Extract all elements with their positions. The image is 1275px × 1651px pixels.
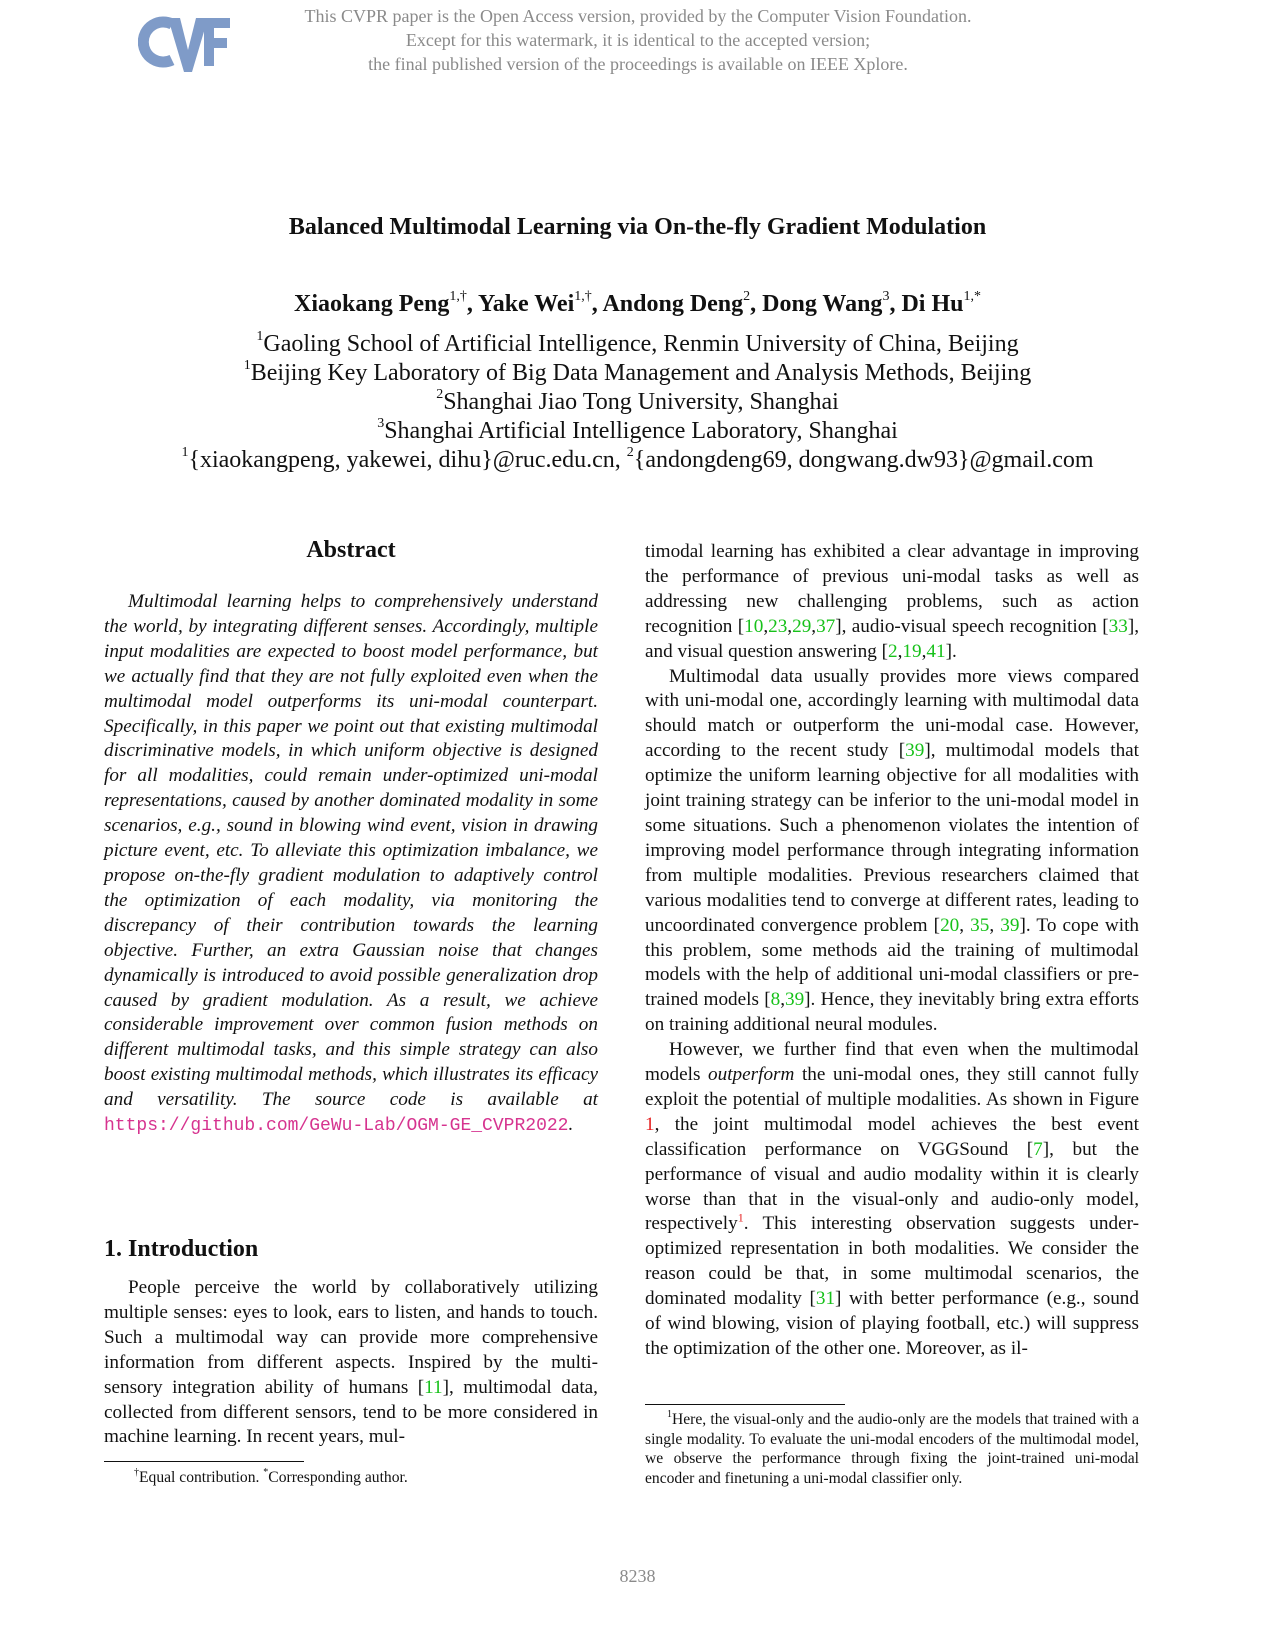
abstract-heading: Abstract (306, 537, 396, 563)
citation-link[interactable]: 10 (744, 615, 764, 637)
citation-link[interactable]: 35 (970, 914, 990, 936)
email-line (0, 446, 1275, 475)
footnote-mark: * (263, 1466, 269, 1478)
body-text: the uni-modal ones, they still cannot fully exploit the potential of multiple modalities. As shown in Figure (645, 1064, 1139, 1110)
author-affil-mark: 3 (882, 289, 890, 304)
affiliation-text: Shanghai Jiao Tong University, Shanghai (443, 389, 839, 415)
paragraph: timodal learning has exhibited a clear advantage in improving the performance of previous uni-modal tasks as well as addressing new challenging problems, such as action recognition [10,23,29,37], audio-visual speech recognition [33], and visual question answering [2,19,41]. (645, 541, 1140, 662)
watermark-line: Except for this watermark, it is identical to the accepted version; (405, 30, 871, 50)
watermark-line: This CVPR paper is the Open Access version, provided by the Computer Vision Foundation. (304, 6, 972, 26)
citation-link[interactable]: 37 (816, 615, 836, 637)
body-text: ], and visual question answering [ (645, 615, 1140, 662)
body-text: , the joint multimodal model achieves the best event classification performance on VGGSound [ (645, 1113, 1139, 1160)
intro-heading: 1. Introduction (104, 1236, 259, 1262)
email-mark: 1 (181, 445, 189, 460)
citation-link[interactable]: 29 (792, 615, 812, 637)
author-affil-mark: 1,* (963, 289, 981, 304)
affiliation-line (0, 417, 1275, 446)
emphasis-text: outperform (708, 1064, 795, 1086)
figure-ref-link[interactable]: 1 (645, 1113, 655, 1135)
author-list: Xiaokang Peng$^{1,\dagger}$, Yake Wei$^{1,\dagger}$, Andong Deng$^2$, Dong Wang$^3$, Di $Hu^{1,*}$ (294, 289, 981, 317)
body-text: Multimodal data usually provides more views compared with uni-modal one, accordingly learning with multimodal data should match or outperform the uni-modal case. However, according to the recent study [ (645, 665, 1139, 762)
intro-body (104, 1276, 598, 1450)
citation-link[interactable]: 33 (1108, 615, 1128, 637)
paragraph: Multimodal data usually provides more views compared with uni-modal one, accordingly learning with multimodal data should match or outperform the uni-modal case. However, according to the recent study [39], multimodal models that optimize the uniform learning objective for all modalities with joint training strategy can be inferior to the uni-modal model in some situations. Such a phenomenon violates the intention of improving model performance through integrating information from multiple modalities. Previous researchers claimed that various modalities tend to converge at different rates, leading to uncoordinated convergence problem [20, 35, 39]. To cope with this problem, some methods aid the training of multimodal models with the help of additional uni-modal classifiers or pre-trained models [8,39]. Hence, they inevitably bring extra efforts on training additional neural modules. (645, 665, 1140, 1036)
citation-link[interactable]: 31 (815, 1288, 836, 1310)
author-name: Yake Wei (478, 291, 575, 317)
affiliation-mark: 2 (436, 387, 444, 402)
footnote-ref-link[interactable]: 1 (737, 1211, 744, 1226)
author-affil-mark: 1,† (574, 289, 592, 304)
author-name: Xiaokang Peng (294, 291, 450, 317)
citation-link[interactable]: 2 (888, 640, 898, 662)
citation-link[interactable]: 8 (770, 989, 781, 1011)
body-text: However, we further find that even when the multimodal models (645, 1039, 1139, 1086)
footnote-mark: 1 (667, 1408, 672, 1420)
affiliation-line (0, 388, 1275, 417)
intro-text: People perceive the world by collaboratively utilizing multiple senses: eyes to look, ears to listen, and hands to touch. Such a multimodal way can provide more comprehensive information from different aspects. Inspired by the multi-sensory integration ability of humans [ (104, 1277, 598, 1398)
watermark-notice (232, 4, 1044, 76)
intro-text: ], multimodal data, collected from different sensors, tend to be more considered in machine learning. In recent years, mul- (104, 1376, 598, 1448)
footnote-text: Corresponding author. (268, 1469, 408, 1486)
abstract-text: Multimodal learning helps to comprehensively understand the world, by integrating different senses. Accordingly, multiple input modalities are expected to boost model performance, but we actually find that they are not fully exploited even when the multimodal model outperforms its uni-modal counterpart. Specifically, in this paper we point out that existing multimodal discriminative models, in which uniform objective is designed for all modalities, could remain under-optimized uni-modal representations, caused by another dominated modality in some scenarios, e.g., sound in blowing wind event, vision in drawing picture event, etc. To alleviate this optimization imbalance, we propose on-the-fly gradient modulation to adaptively control the optimization of each modality, via monitoring the discrepancy of their contribution towards the learning objective. Further, an extra Gaussian noise that changes dynamically is introduced to avoid possible generalization drop caused by gradient modulation. As a result, we achieve considerable improvement over common fusion methods on different multimodal tasks, and this simple strategy can also boost existing multimodal methods, which illustrates its efficacy and versatility. The source code is available at (104, 591, 598, 1111)
body-text: ], audio-visual speech recognition [ (835, 615, 1109, 637)
watermark-line: the final published version of the proceedings is available on IEEE Xplore. (368, 54, 908, 74)
body-text: ]. To cope with this problem, some methods aid the training of multimodal models with the help of additional uni-modal classifiers or pre-trained models [ (645, 914, 1139, 1011)
author-affil-mark: 2 (743, 289, 751, 304)
citation-link[interactable]: 7 (1033, 1138, 1043, 1160)
footnote-rule (645, 1404, 845, 1405)
intro-body-continued (645, 540, 1139, 1362)
citation-link[interactable]: 41 (926, 640, 946, 662)
affiliation-text: Beijing Key Laboratory of Big Data Management and Analysis Methods, Beijing (250, 360, 1032, 386)
paragraph (645, 1038, 1139, 1362)
citation-link[interactable]: 20 (940, 914, 960, 936)
author-name: Andong Deng (602, 291, 744, 317)
cvf-logo-graphic (138, 10, 232, 74)
footnote-equal-contribution (104, 1468, 598, 1488)
affiliation-line (0, 330, 1275, 359)
author-affil-mark: 1,† (449, 289, 467, 304)
body-text: ]. (945, 640, 957, 662)
affiliation-mark: 3 (377, 416, 385, 431)
abstract-body (104, 590, 598, 1139)
body-text: ]. Hence, they inevitably bring extra efforts on training additional neural modules. (645, 989, 1139, 1036)
affiliation-text: Shanghai Artificial Intelligence Laboratory, Shanghai (384, 418, 898, 444)
footnote-text: Here, the visual-only and the audio-only are the models that trained with a single modality. To evaluate the uni-modal encoders of the multimodal model, we observe the performance through fixing the joint-trained uni-modal encoder and finetuning a uni-modal classifier only. (645, 1411, 1139, 1487)
body-text: ], multimodal models that optimize the uniform learning objective for all modalities with joint training strategy can be inferior to the uni-modal model in some situations. Such a phenomenon violates the intention of improving model performance through integrating information from multiple modalities. Previous researchers claimed that various modalities tend to converge at different rates, leading to uncoordinated convergence problem [ (645, 740, 1140, 936)
citation-link[interactable]: 39 (784, 989, 805, 1011)
abstract-end: . (568, 1114, 574, 1136)
email-text: {andongdeng69, dongwang.dw93}@gmail.com (633, 447, 1094, 473)
footnote-text: Equal contribution. (139, 1469, 264, 1486)
body-text: timodal learning has exhibited a clear advantage in improving the performance of previous uni-modal tasks as well as addressing new challenging problems, such as action recognition [ (645, 541, 1139, 637)
cvf-logo (138, 10, 232, 74)
body-text: ], but the performance of visual and audio modality within it is clearly worse than that in the visual-only and audio-only model, respectively (645, 1138, 1139, 1235)
author-name: Di Hu (901, 291, 964, 317)
citation-link[interactable]: 11 (424, 1376, 443, 1398)
author-name: Dong Wang (762, 291, 883, 317)
affiliation-mark: 1 (256, 329, 264, 344)
body-text: ] with better performance (e.g., sound of wind blowing, vision of playing football, etc.) will suppress the optimization of the other one. Moreover, as il- (645, 1288, 1139, 1359)
page-number: 8238 (619, 1566, 656, 1586)
affiliations (0, 330, 1275, 475)
footnote-mark: † (134, 1466, 139, 1478)
citation-link[interactable]: 39 (1000, 914, 1020, 936)
citation-link[interactable]: 23 (768, 615, 788, 637)
citation-link[interactable]: 39 (905, 740, 925, 762)
paper-title: Balanced Multimodal Learning via On-the-fly Gradient Modulation (288, 214, 987, 240)
footnote-rule (104, 1461, 304, 1462)
affiliation-text: Gaoling School of Artificial Intelligence, Renmin University of China, Beijing (263, 331, 1019, 357)
code-link[interactable]: https://github.com/GeWu-Lab/OGM-GE_CVPR2022 (104, 1116, 569, 1137)
affiliation-line (0, 359, 1275, 388)
email-mark: 2 (626, 445, 634, 460)
body-text: . This interesting observation suggests under-optimized representation in both modalities. We consider the reason could be that, in some multimodal scenarios, the dominated modality [ (645, 1213, 1139, 1310)
citation-link[interactable]: 19 (902, 640, 922, 662)
footnote-uni-modal (645, 1410, 1139, 1488)
affiliation-mark: 1 (243, 358, 251, 373)
email-text: {xiaokangpeng, yakewei, dihu}@ruc.edu.cn, (188, 447, 627, 473)
